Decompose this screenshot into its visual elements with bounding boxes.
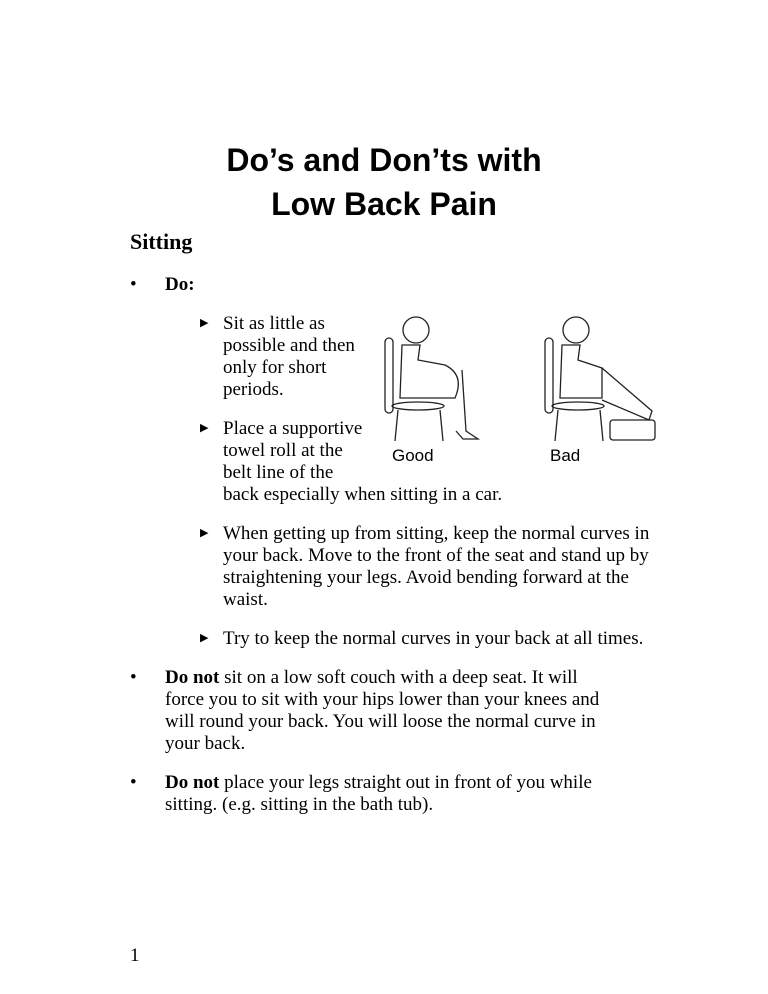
title-line-1: Do’s and Don’ts with <box>226 142 542 178</box>
page-title <box>0 138 768 226</box>
dont-bold: Do not <box>165 667 220 688</box>
bad-label: Bad <box>550 446 581 465</box>
do-item <box>200 313 660 401</box>
arrow-bullet-icon: ▶ <box>200 527 209 539</box>
do-item <box>200 523 660 611</box>
dont-text: sit on a low soft couch with a deep seat. It will force you to sit with your hips lower than your knees and will round your back. You will loose the normal curve in your back. <box>165 667 600 754</box>
arrow-bullet-icon: ▶ <box>200 632 209 644</box>
good-label: Good <box>392 446 434 465</box>
page-number: 1 <box>130 945 140 966</box>
do-item-text: When getting up from sitting, keep the normal curves in your back. Move to the front of the seat and stand up by straightening your legs. Avoid bending forward at the waist. <box>223 523 650 610</box>
do-label: Do: <box>165 274 195 295</box>
dont-item <box>130 772 620 816</box>
bullet-icon: • <box>130 274 137 295</box>
do-item <box>200 418 660 506</box>
document-content <box>130 228 660 833</box>
dont-bold: Do not <box>165 772 220 793</box>
do-section <box>130 274 660 650</box>
do-item-text: Place a supportive towel roll at the belt line of the back especially when sitting in a car. <box>223 418 503 505</box>
do-list <box>200 313 660 650</box>
do-item-text: Try to keep the normal curves in your back at all times. <box>223 628 644 649</box>
dont-text: place your legs straight out in front of you while sitting. (e.g. sitting in the bath tub). <box>165 772 592 815</box>
arrow-bullet-icon: ▶ <box>200 422 209 434</box>
do-item <box>200 628 660 650</box>
dont-item <box>130 667 620 755</box>
arrow-bullet-icon: ▶ <box>200 317 209 329</box>
bullet-icon: • <box>130 667 137 688</box>
section-heading: Sitting <box>130 229 193 254</box>
do-item-text: Sit as little as possible and then only for short periods. <box>223 313 355 400</box>
bullet-icon: • <box>130 772 137 793</box>
title-line-2: Low Back Pain <box>271 186 497 222</box>
